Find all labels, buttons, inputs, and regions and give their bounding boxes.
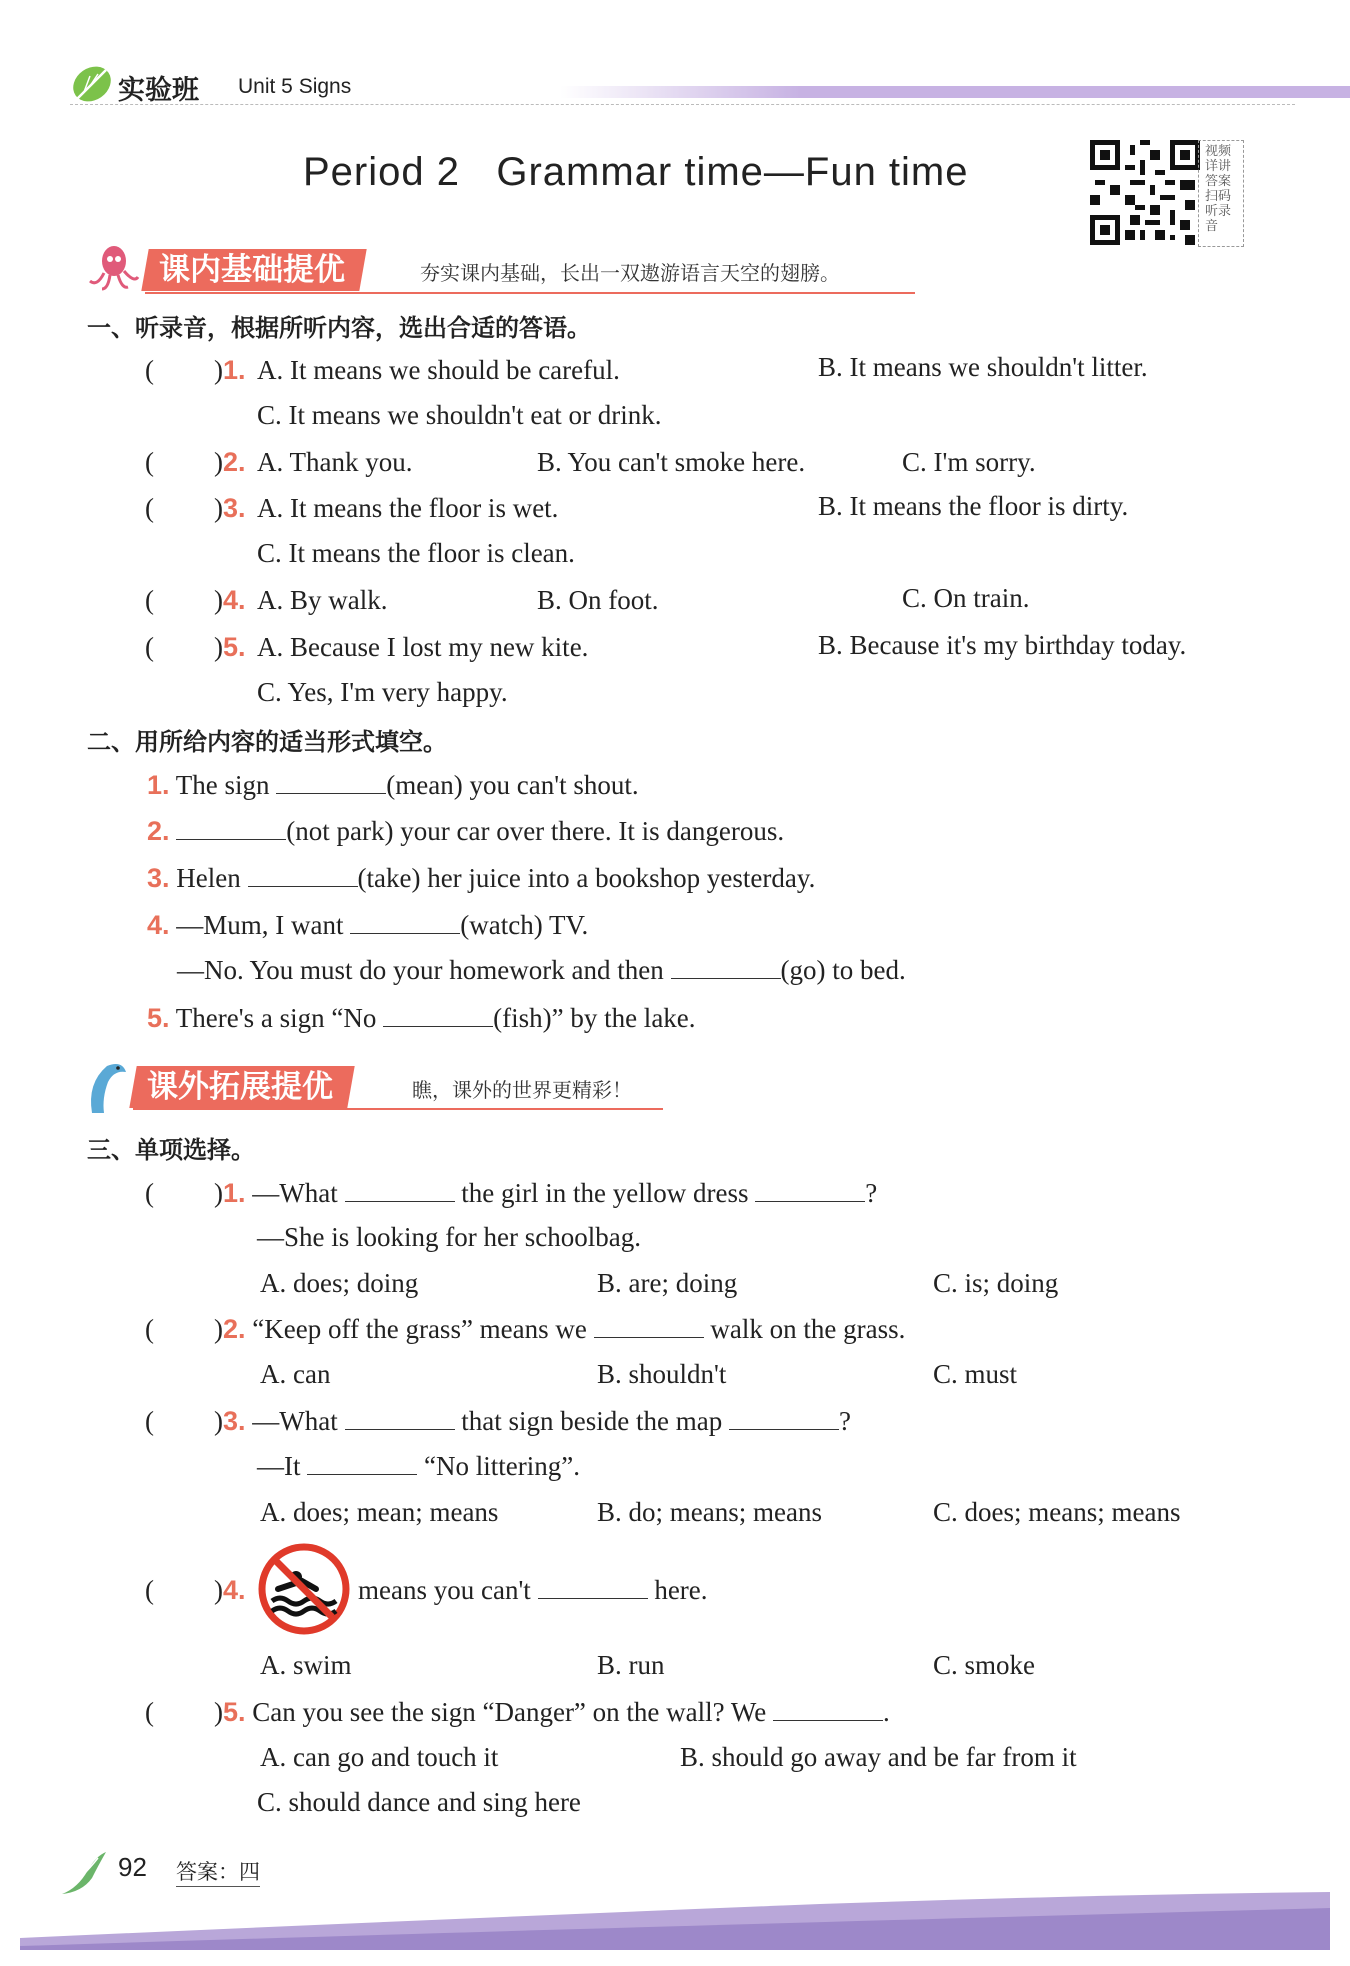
squid-mascot-icon <box>82 243 142 293</box>
answer-blank[interactable] <box>538 1576 648 1599</box>
answer-blank[interactable] <box>594 1315 704 1338</box>
answer-blank[interactable] <box>755 1179 865 1202</box>
header-bar <box>70 58 1295 108</box>
qr-code-icon <box>1090 140 1200 245</box>
brand-name: 实验班 <box>118 75 199 106</box>
section1-banner: 课内基础提优 <box>141 249 366 291</box>
option-b: B. It means we shouldn't litter. <box>818 352 1148 382</box>
section2-underline <box>133 1108 663 1110</box>
listening-item-3: ( )3. A. It means the floor is wet. B. It means the floor is dirty. <box>145 491 1129 523</box>
choice-item-2: ( )2. “Keep off the grass” means we walk on the grass. <box>145 1314 906 1344</box>
qr-caption: 视频详讲答案 扫码听录音 <box>1205 144 1232 234</box>
fill-item-1: 1. The sign (mean) you can't shout. <box>147 770 639 800</box>
choice-item-5-option-c: C. should dance and sing here <box>257 1787 581 1817</box>
answer-blank[interactable] <box>671 956 781 979</box>
no-swimming-sign-icon <box>258 1543 350 1635</box>
fill-item-4-reply: —No. You must do your homework and then (go) to bed. <box>177 955 906 985</box>
option-a: A. It means we should be careful. <box>257 355 620 385</box>
fill-item-5: 5. There's a sign “No (fish)” by the lake. <box>147 1003 696 1033</box>
fill-item-4: 4. —Mum, I want (watch) TV. <box>147 910 589 940</box>
choice-item-4-text: means you can't here. <box>358 1575 708 1605</box>
choice-item-3: ( )3. —What that sign beside the map ? <box>145 1406 851 1436</box>
page-number: 92 <box>118 1852 147 1882</box>
part3-title: 三、单项选择。 <box>87 1136 255 1164</box>
section2-tagline: 瞧，课外的世界更精彩！ <box>412 1078 632 1102</box>
dolphin-mascot-icon <box>82 1058 132 1118</box>
choice-item-5: ( )5. Can you see the sign “Danger” on the wall? We . <box>145 1697 890 1727</box>
listening-item-4: ( )4. A. By walk. B. On foot. C. On train. <box>145 583 1030 615</box>
answer-blank[interactable] <box>176 817 286 840</box>
answer-blank[interactable] <box>773 1698 883 1721</box>
choice-item-1-line2: —She is looking for her schoolbag. <box>257 1222 641 1252</box>
answer-blank[interactable] <box>345 1179 455 1202</box>
choice-item-1: ( )1. —What the girl in the yellow dress ? <box>145 1178 878 1208</box>
footer-wave <box>20 1890 1330 1950</box>
section1-underline <box>145 292 915 294</box>
listening-item-5-c: C. Yes, I'm very happy. <box>257 677 508 707</box>
fill-item-3: 3. Helen (take) her juice into a bookshop yesterday. <box>147 863 816 893</box>
answer-label: 答案：四 <box>176 1856 260 1887</box>
answer-paren[interactable]: ( <box>145 355 154 385</box>
listening-item-2: ( )2. A. Thank you. B. You can't smoke here. C. I'm sorry. <box>145 447 1036 477</box>
fill-item-2: 2. (not park) your car over there. It is dangerous. <box>147 816 785 846</box>
header-stripe <box>560 86 1350 98</box>
listening-item-1-c: C. It means we shouldn't eat or drink. <box>257 400 662 430</box>
answer-blank[interactable] <box>350 911 460 934</box>
answer-blank[interactable] <box>248 864 358 887</box>
choice-item-3-line2: —It “No littering”. <box>257 1451 580 1481</box>
part2-title: 二、用所给内容的适当形式填空。 <box>87 728 447 756</box>
answer-blank[interactable] <box>276 771 386 794</box>
listening-item-3-c: C. It means the floor is clean. <box>257 538 575 568</box>
listening-item-5: ( )5. A. Because I lost my new kite. B. Because it's my birthday today. <box>145 630 1187 662</box>
section2-banner: 课外拓展提优 <box>129 1066 354 1108</box>
answer-blank[interactable] <box>383 1004 493 1027</box>
page-title: Period 2 Grammar time—Fun time <box>303 150 969 194</box>
section1-tagline: 夯实课内基础，长出一双遨游语言天空的翅膀。 <box>420 261 840 285</box>
choice-item-4: ( )4. <box>145 1575 246 1605</box>
answer-blank[interactable] <box>345 1407 455 1430</box>
part1-title: 一、听录音，根据所听内容，选出合适的答语。 <box>87 314 591 342</box>
header-rule <box>70 104 1295 105</box>
answer-blank[interactable] <box>729 1407 839 1430</box>
leaf-logo-icon <box>70 62 114 106</box>
listening-item-1: ( )1. A. It means we should be careful. B. It means we shouldn't litter. <box>145 352 1148 385</box>
answer-blank[interactable] <box>307 1452 417 1475</box>
qr-code[interactable] <box>1090 140 1200 245</box>
unit-label: Unit 5 Signs <box>238 75 352 98</box>
